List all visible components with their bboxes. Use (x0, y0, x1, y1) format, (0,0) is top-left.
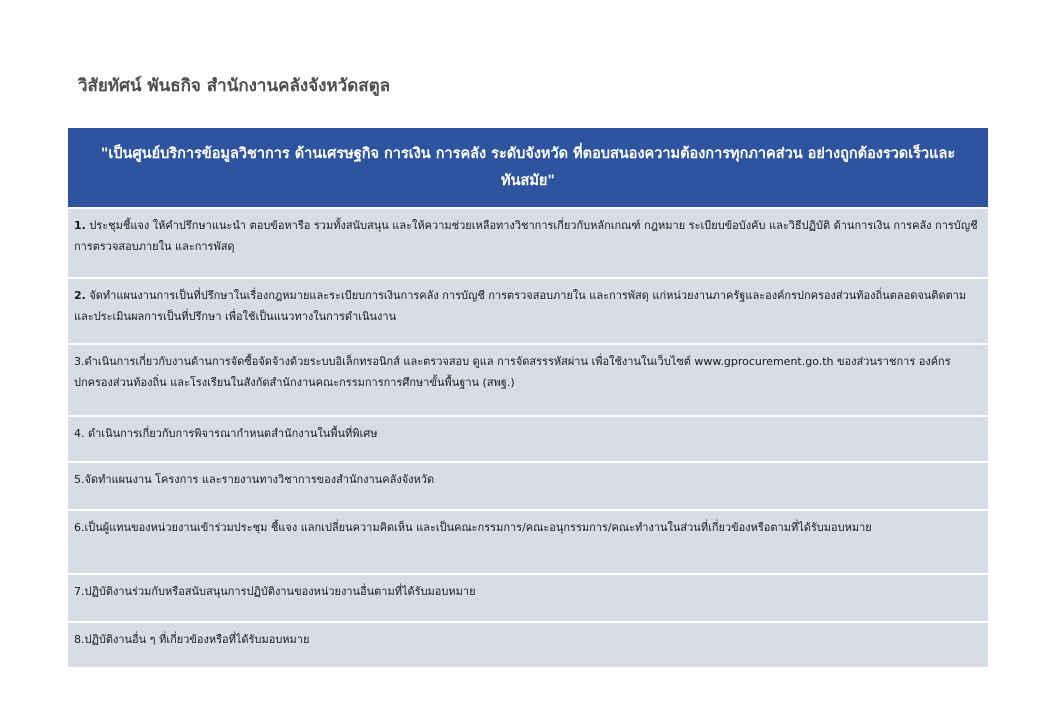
mission-table (68, 128, 988, 669)
mission-item-8 (68, 622, 988, 668)
mission-text: 4. ดำเนินการเกี่ยวกับการพิจารณากำหนดสำนักงานในพื้นที่พิเศษ (74, 427, 378, 440)
vision-row (68, 128, 988, 208)
table-row (68, 416, 988, 462)
mission-item-2 (68, 278, 988, 344)
mission-text: 6.เป็นผู้แทนของหน่วยงานเข้าร่วมประชุม ชี้แจง แลกเปลี่ยนความคิดเห็น และเป็นคณะกรรมการ/คณะอนุกรรมการ/คณะทำงานในส่วนที่เกี่ยวข้องหรือตามที่ได้รับมอบหมาย (74, 521, 872, 534)
mission-text: 7.ปฏิบัติงานร่วมกับหรือสนับสนุนการปฏิบัติงานของหน่วยงานอื่นตามที่ได้รับมอบหมาย (74, 585, 476, 598)
mission-item-5 (68, 462, 988, 510)
mission-text: จัดทำแผนงานการเป็นที่ปรึกษาในเรื่องกฎหมายและระเบียบการเงินการคลัง การบัญชี การตรวจสอบภายใน และการพัสดุ แก่หน่วยงานภาครัฐและองค์กรปกครองส่วนท้องถิ่นตลอดจนติดตามและประเมินผลการเป็นที่ปรึกษา เพื่อใช้เป็นแนวทางในการดำเนินงาน (74, 289, 967, 323)
page-title: วิสัยทัศน์ พันธกิจ สำนักงานคลังจังหวัดสตูล (78, 76, 391, 96)
mission-item-7 (68, 574, 988, 622)
table-row (68, 510, 988, 574)
table-row (68, 622, 988, 668)
table-row (68, 344, 988, 416)
table-row (68, 208, 988, 278)
mission-text: 5.จัดทำแผนงาน โครงการ และรายงานทางวิชาการของสำนักงานคลังจังหวัด (74, 473, 435, 486)
mission-text: 8.ปฏิบัติงานอื่น ๆ ที่เกี่ยวข้องหรือที่ได้รับมอบหมาย (74, 633, 310, 646)
mission-item-6 (68, 510, 988, 574)
mission-text: ประชุมชี้แจง ให้คำปรึกษาแนะนำ ตอบข้อหารือ รวมทั้งสนับสนุน และให้ความช่วยเหลือทางวิชาการเกี่ยวกับหลักเกณฑ์ กฎหมาย ระเบียบข้อบังคับ และวิธีปฏิบัติ ด้านการเงิน การคลัง การบัญชี การตรวจสอบภายใน และการพัสดุ (74, 219, 978, 253)
mission-item-1 (68, 208, 988, 278)
table-row (68, 574, 988, 622)
table-row (68, 462, 988, 510)
vision-statement: "เป็นศูนย์บริการข้อมูลวิชาการ ด้านเศรษฐกิจ การเงิน การคลัง ระดับจังหวัด ที่ตอบสนองความต้องการทุกภาคส่วน อย่างถูกต้องรวดเร็วและทันสมัย" (68, 128, 988, 208)
mission-text: 3.ดำเนินการเกี่ยวกับงานด้านการจัดซื้อจัดจ้างด้วยระบบอิเล็กทรอนิกส์ และตรวจสอบ ดูแล การจัดสรรรหัสผ่าน เพื่อใช้งานในเว็บไซต์ www.gprocurement.go.th ของส่วนราชการ องค์กรปกครองส่วนท้องถิ่น และโรงเรียนในสังกัดสำนักงานคณะกรรมการการศึกษาขั้นพื้นฐาน (สพฐ.) (74, 355, 951, 389)
mission-item-4 (68, 416, 988, 462)
mission-number: 1. (74, 219, 86, 232)
mission-item-3 (68, 344, 988, 416)
mission-number: 2. (74, 289, 86, 302)
table-row (68, 278, 988, 344)
